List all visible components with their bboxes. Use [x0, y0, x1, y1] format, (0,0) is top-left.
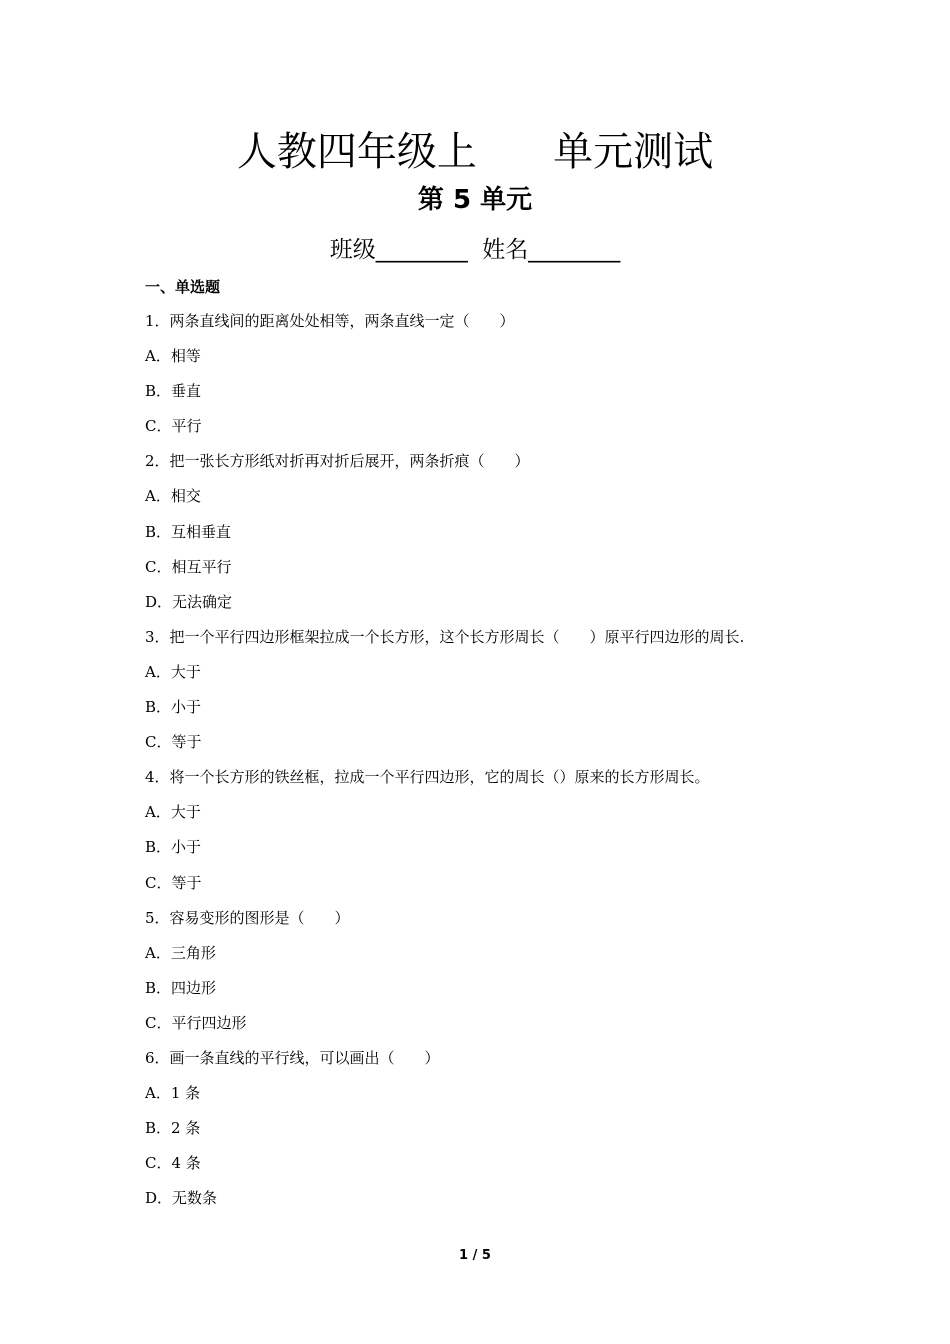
page-number: 1 / 5	[459, 1248, 491, 1263]
question-4-option-c: C．等于	[145, 873, 202, 892]
question-5-option-c: C．平行四边形	[145, 1013, 247, 1032]
question-3-option-c: C．等于	[145, 733, 202, 752]
question-2-option-d: D．无法确定	[145, 592, 233, 611]
question-2-option-b: B．互相垂直	[145, 522, 232, 541]
question-3-option-b: B．小于	[145, 698, 202, 717]
question-1: 1．两条直线间的距离处处相等，两条直线一定（ ）	[145, 312, 515, 330]
question-1-option-a: A．相等	[145, 347, 201, 366]
question-2-option-c: C．相互平行	[145, 557, 232, 576]
question-3: 3．把一个平行四边形框架拉成一个长方形，这个长方形周长（ ）原平行四边形的周长.	[145, 627, 745, 646]
unit-subtitle: 第 5 单元	[417, 185, 533, 215]
question-5-option-b: B．四边形	[145, 978, 217, 997]
question-4: 4．将一个长方形的铁丝框，拉成一个平行四边形，它的周长（）原来的长方形周长。	[145, 768, 710, 787]
question-6: 6．画一条直线的平行线，可以画出（ ）	[145, 1048, 440, 1067]
question-6-option-b: B．2 条	[145, 1119, 201, 1138]
question-1-option-c: C．平行	[145, 417, 202, 436]
question-4-option-a: A．大于	[145, 803, 201, 822]
question-2: 2．把一张长方形纸对折再对折后展开，两条折痕（ ）	[145, 452, 530, 471]
section-heading: 一、单选题	[145, 278, 221, 296]
question-2-option-a: A．相交	[145, 487, 201, 506]
question-5: 5．容易变形的图形是（ ）	[145, 908, 350, 927]
class-name-line: 班级________ 姓名________	[329, 237, 621, 263]
question-3-option-a: A．大于	[145, 662, 201, 681]
page-title: 人教四年级上 单元测试	[236, 129, 714, 175]
question-6-option-d: D．无数条	[145, 1189, 218, 1208]
question-4-option-b: B．小于	[145, 838, 202, 857]
question-list	[145, 310, 825, 1222]
question-6-option-c: C．4 条	[145, 1154, 201, 1173]
question-5-option-a: A．三角形	[145, 943, 216, 962]
question-1-option-b: B．垂直	[145, 382, 202, 401]
question-6-option-a: A．1 条	[145, 1084, 201, 1103]
